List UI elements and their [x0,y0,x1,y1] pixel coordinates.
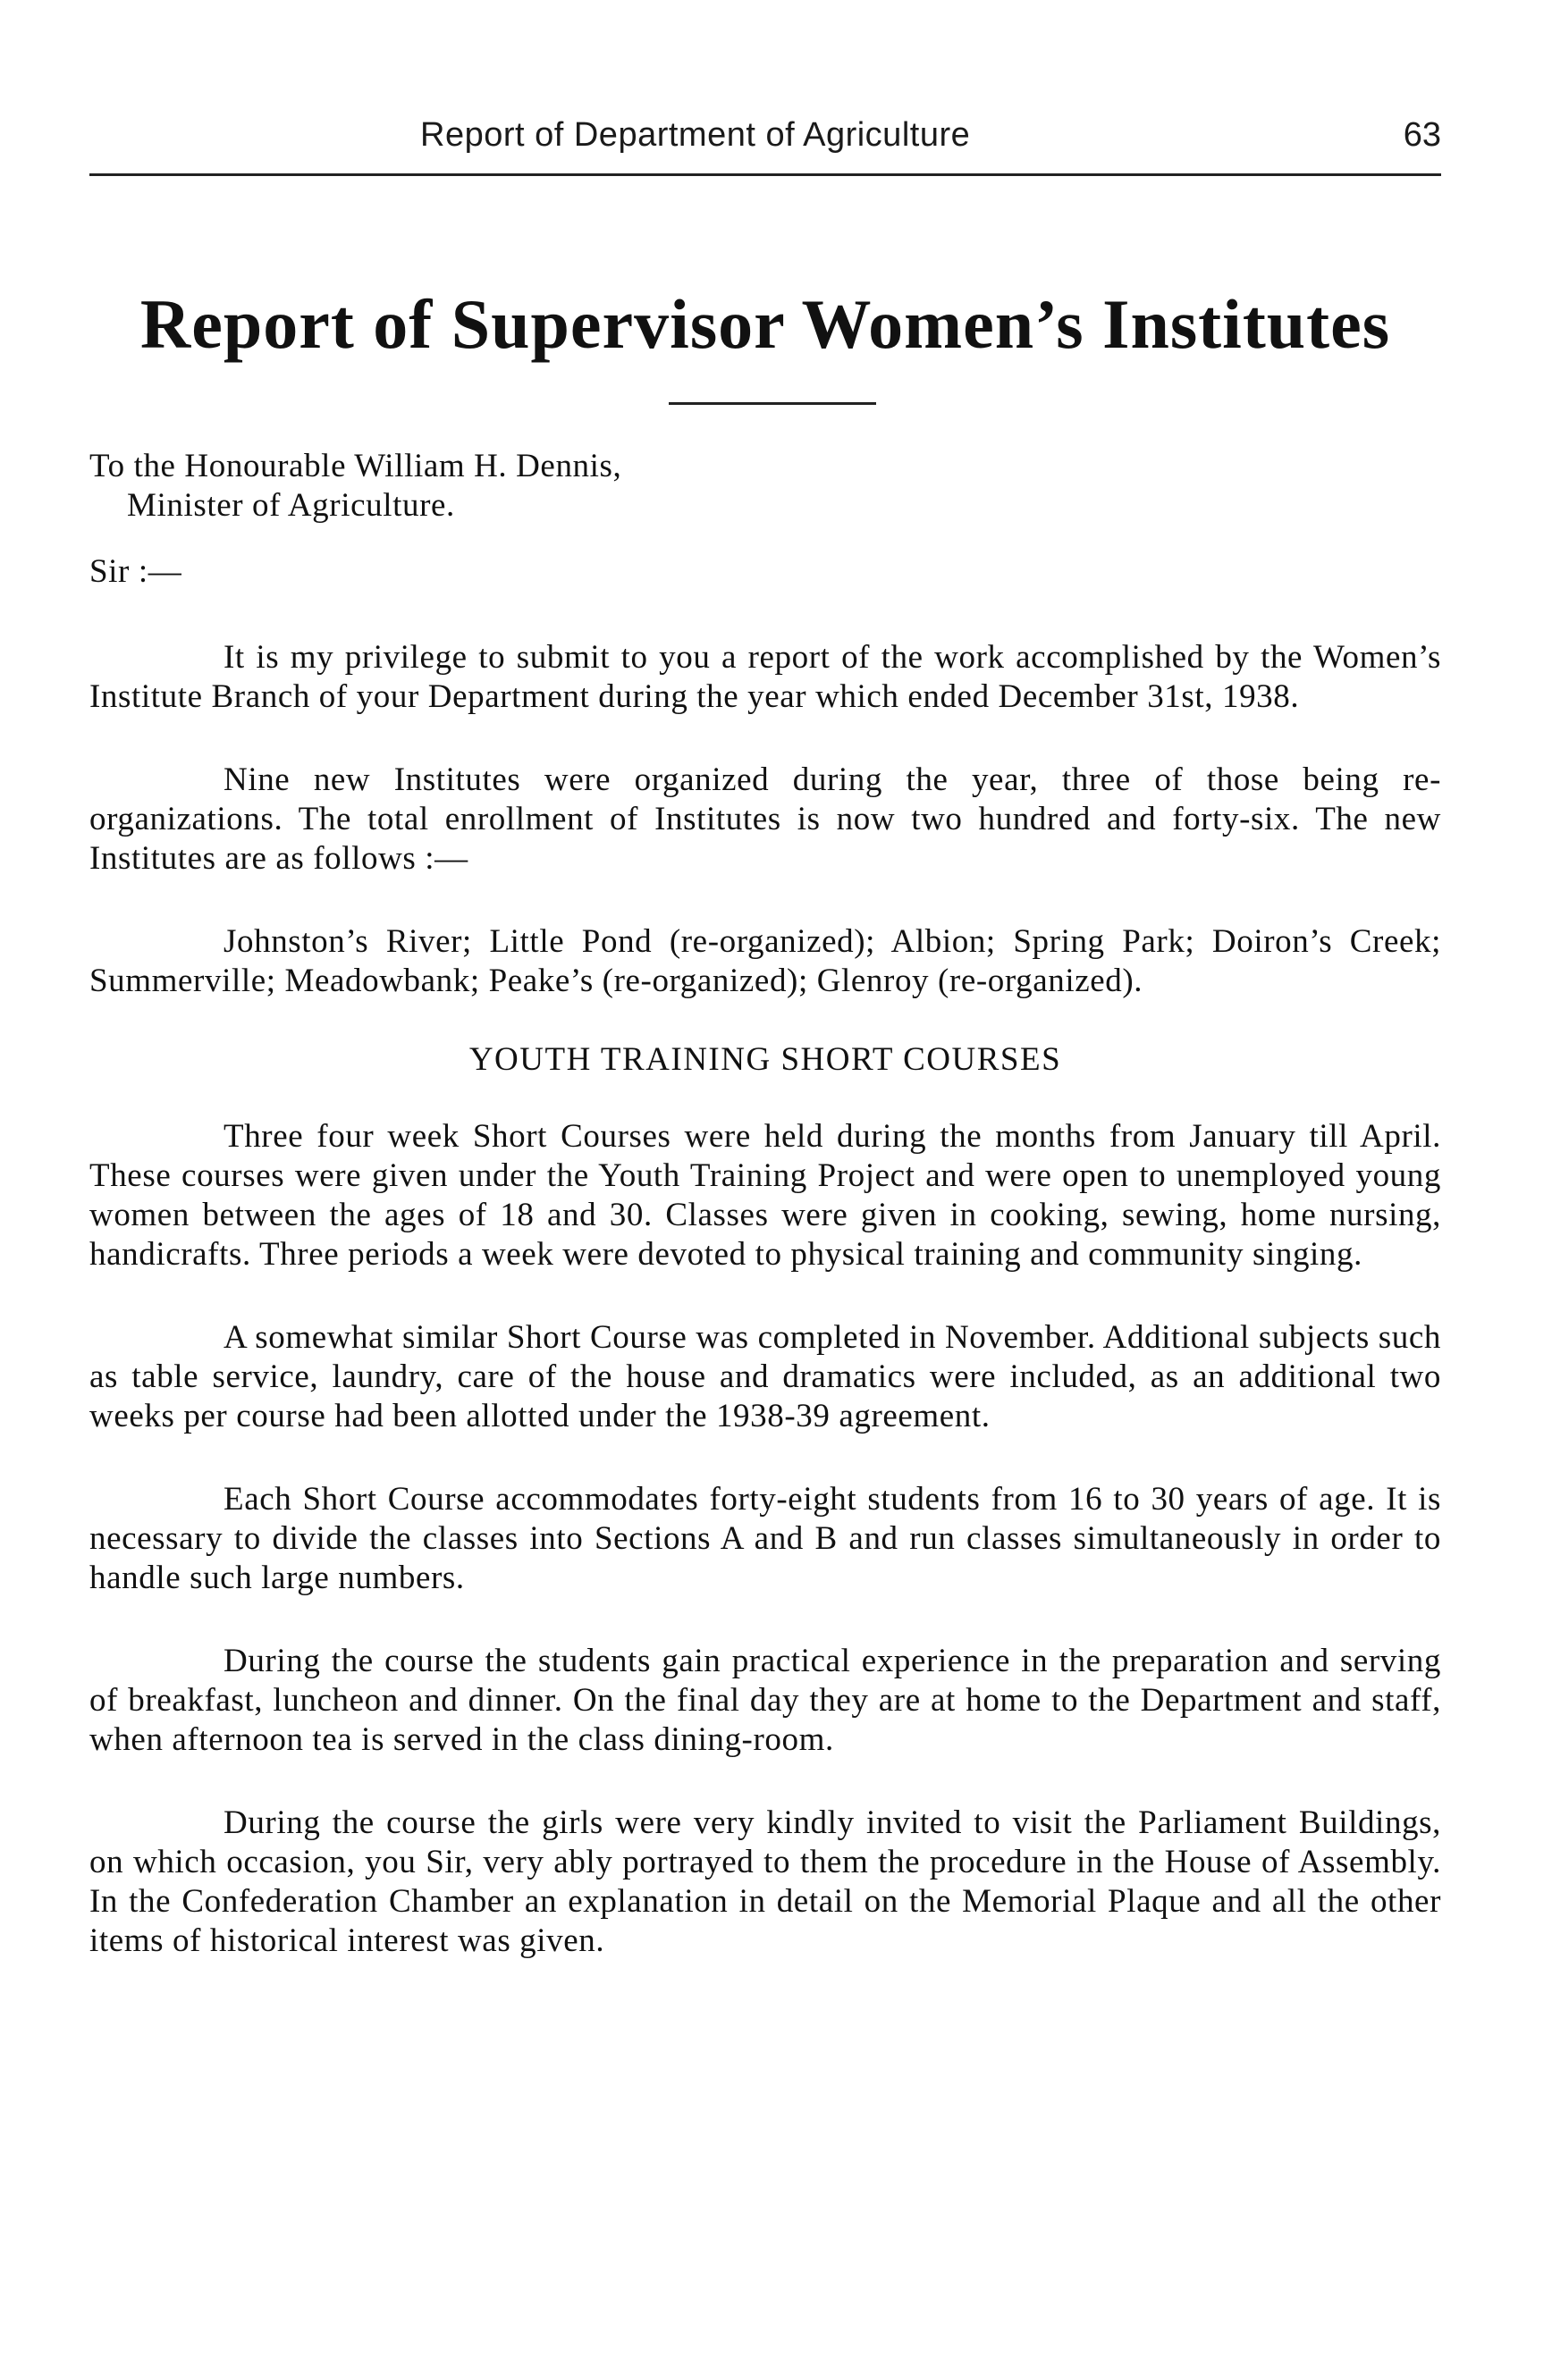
header-rule [89,173,1441,176]
paragraph: During the course the students gain practical experience in the preparation and serving of breakfast, luncheon and dinner. On the final day they are at home to the Department and staff, when afternoon tea is served in the class dining-room. [89,1643,1441,1758]
report-title: Report of Supervisor Women’s Institutes [139,285,1391,363]
running-title: Report of Department of Agriculture [420,116,971,154]
section-heading: YOUTH TRAINING SHORT COURSES [468,1041,1062,1078]
paragraph: Nine new Institutes were organized during the year, three of those being re-organizations. The total enrollment of Institutes is now two hundred and forty-six. The new Institutes are as follows :— [89,761,1441,877]
institute-list-paragraph: Johnston’s River; Little Pond (re-organized); Albion; Spring Park; Doiron’s Creek; Summerville; Meadowbank; Peake’s (re-organized); Glenroy (re-organized). [89,923,1441,999]
page-number: 63 [1403,116,1441,154]
running-header [89,116,1441,170]
greeting: Sir :— [89,553,182,590]
addressee-name: To the Honourable William H. Dennis, [89,448,622,484]
paragraph: During the course the girls were very kindly invited to visit the Parliament Buildings, on which occasion, you Sir, very ably portrayed to them the procedure in the House of Assembly. In the Confederation Chamber an explanation in detail on the Memorial Plaque and all the other items of historical interest was given. [89,1804,1441,1959]
paragraph: It is my privilege to submit to you a report of the work accomplished by the Women’s Institute Branch of your Department during the year which ended December 31st, 1938. [89,639,1441,715]
paragraph: Each Short Course accommodates forty-eight students from 16 to 30 years of age. It is necessary to divide the classes into Sections A and B and run classes simultaneously in order to handle such large numbers. [89,1481,1441,1596]
paragraph: A somewhat similar Short Course was completed in November. Additional subjects such as table service, laundry, care of the house and dramatics were included, as an additional two weeks per course had been allotted under the 1938-39 agreement. [89,1319,1441,1434]
paragraph: Three four week Short Courses were held during the months from January till April. These courses were given under the Youth Training Project and were open to unemployed young women between the ages of 18 and 30. Classes were given in cooking, sewing, home nursing, handicrafts. Three periods a week were devoted to physical training and community singing. [89,1118,1441,1273]
addressee [89,447,1441,526]
title-rule [669,402,876,405]
report-body [89,447,1441,1961]
addressee-title: Minister of Agriculture. [127,487,455,524]
